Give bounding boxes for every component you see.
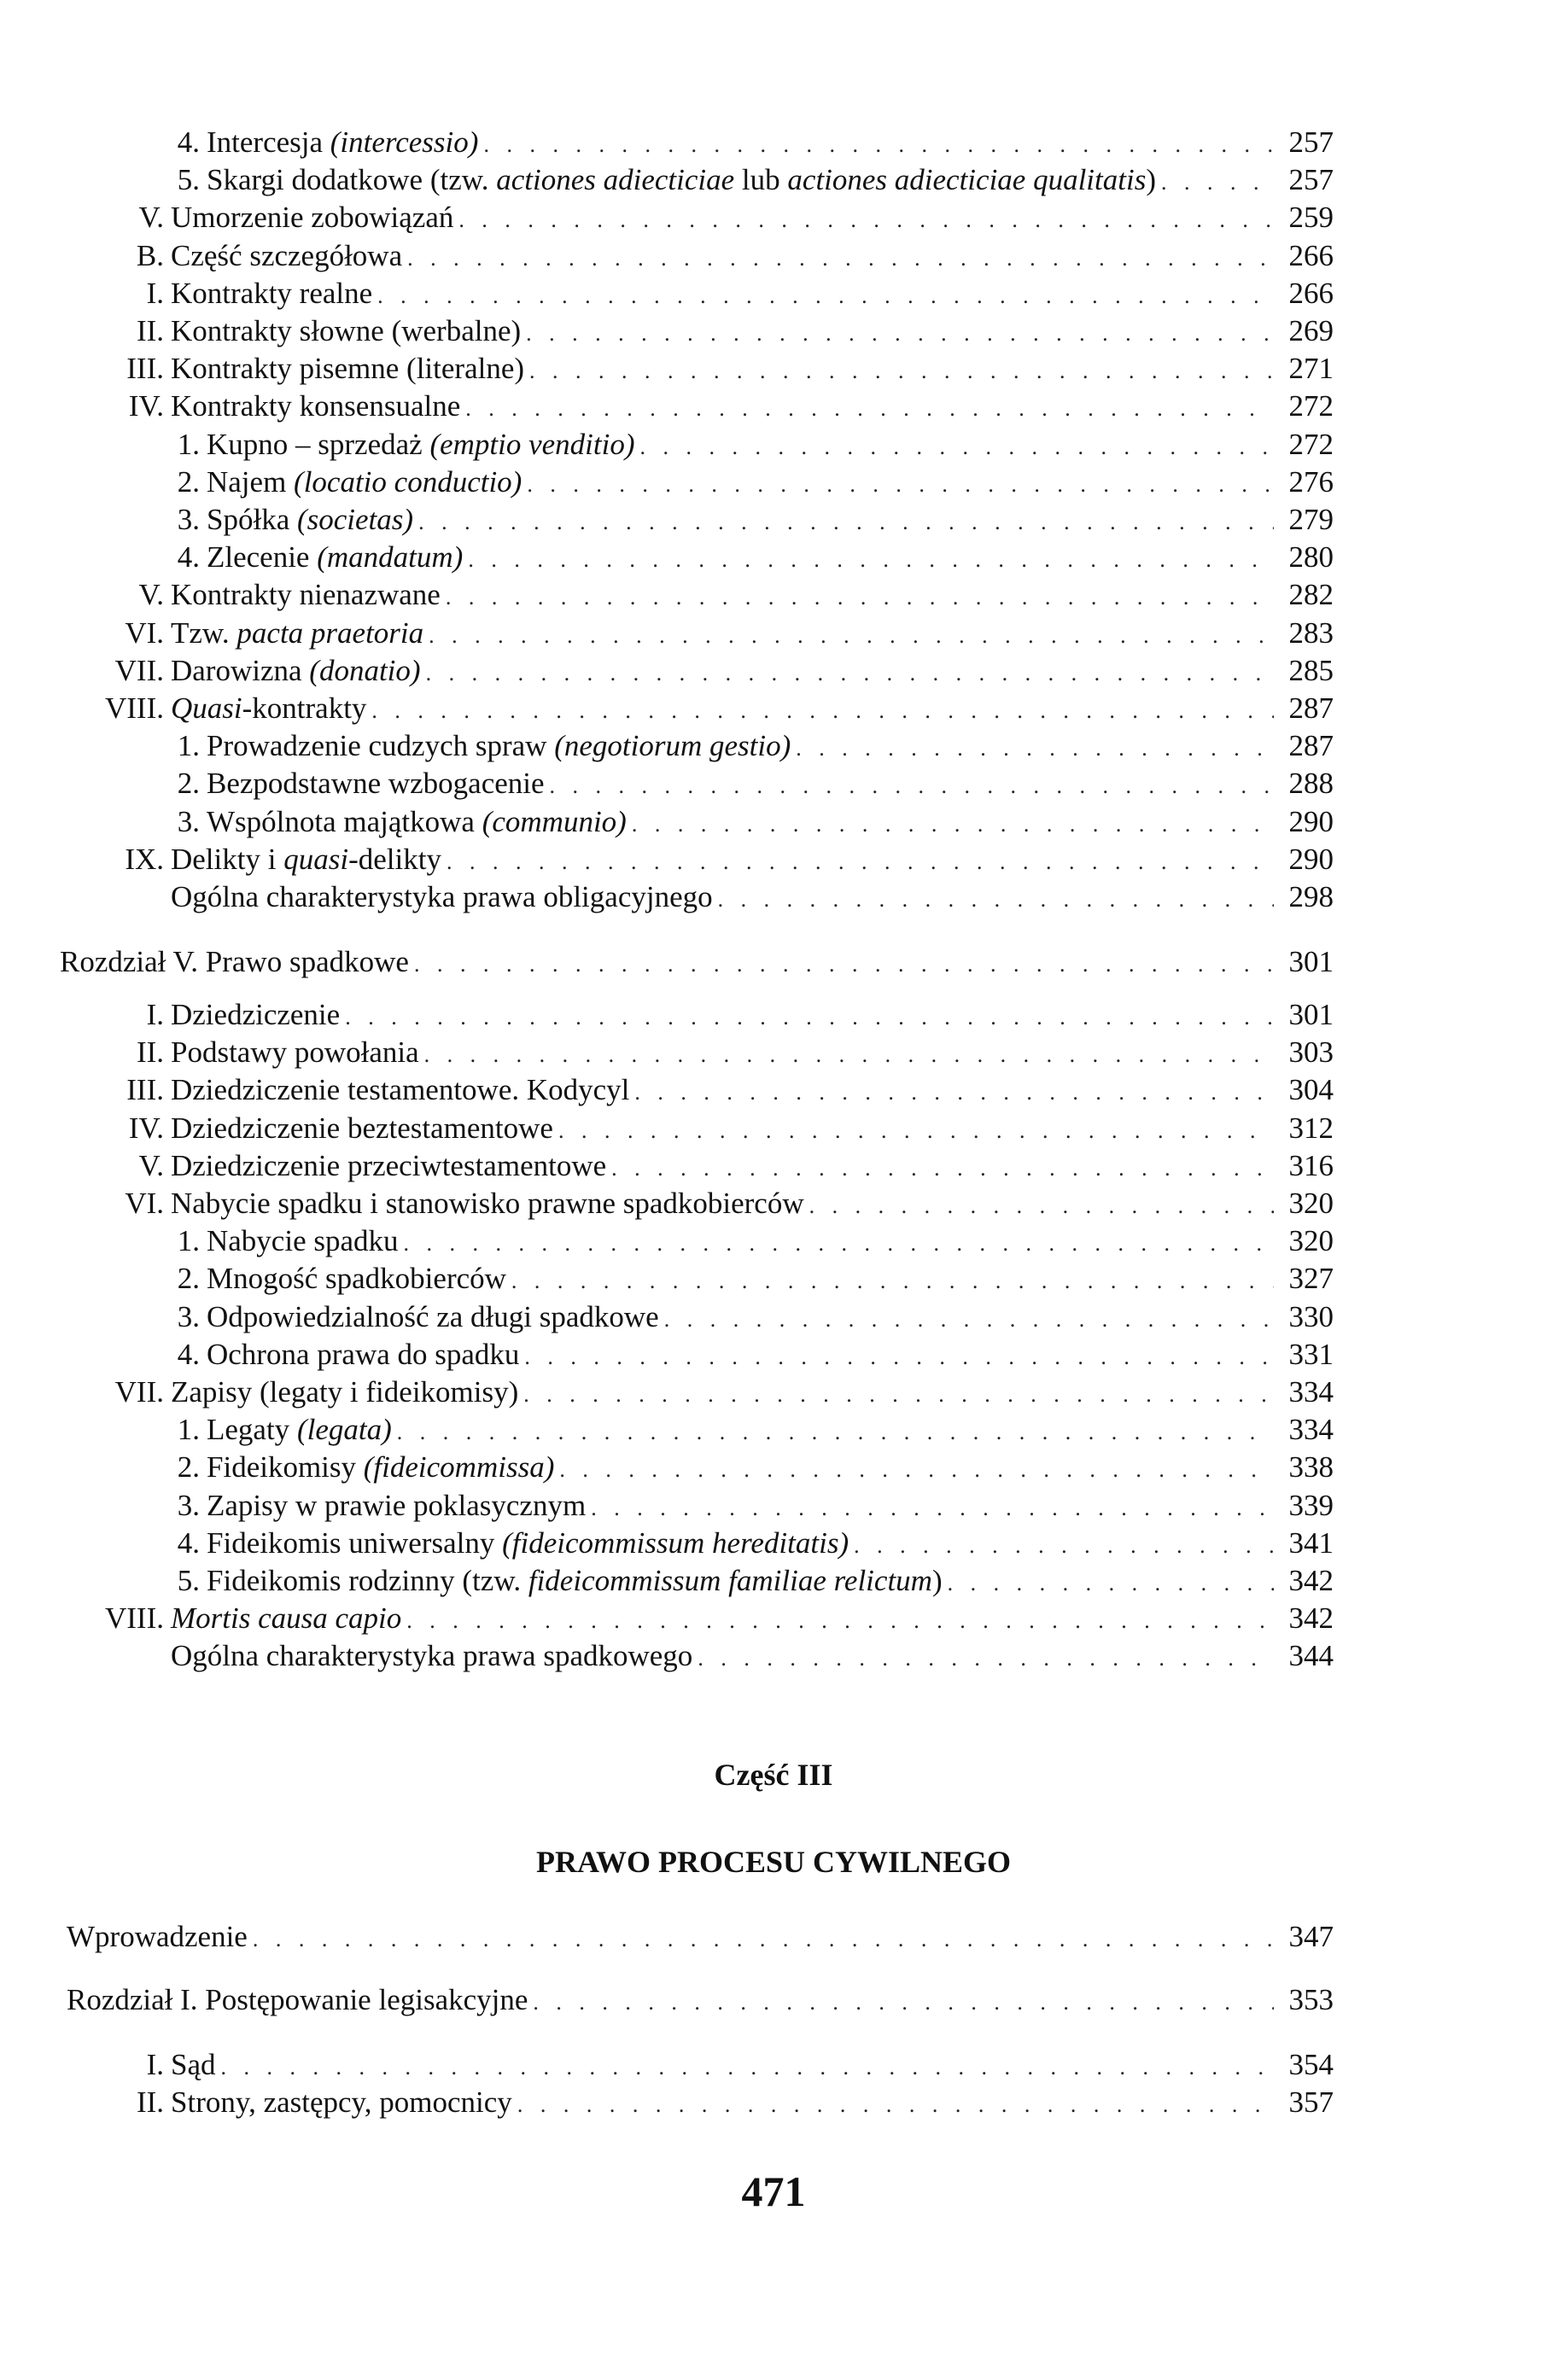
toc-entry-page: 334 — [1288, 1375, 1334, 1409]
toc-entry[interactable] — [0, 123, 1334, 162]
toc-entry-title — [171, 274, 377, 313]
toc-entry-title-part: fideicommissum familiae relictum — [528, 1564, 932, 1597]
toc-entry-title — [171, 2045, 221, 2085]
toc-entry-title — [171, 349, 529, 388]
toc-entry-page: 288 — [1288, 767, 1334, 801]
toc-entry-title-part: Nabycie spadku — [207, 1224, 399, 1258]
dot-leader — [465, 389, 1274, 429]
toc-entry-page: 341 — [1288, 1525, 1334, 1560]
toc-entry-page: 287 — [1288, 729, 1334, 763]
toc-entry-title — [171, 1373, 523, 1412]
toc-entry[interactable] — [0, 1980, 1334, 2020]
toc-entry-number: V. — [138, 1148, 164, 1182]
dot-leader — [529, 352, 1274, 391]
toc-entry[interactable] — [0, 802, 1334, 842]
toc-entry-title — [207, 764, 550, 803]
toc-entry[interactable] — [0, 198, 1334, 237]
dot-leader — [611, 1149, 1274, 1188]
dot-leader — [533, 1983, 1274, 2022]
toc-entry-title-part: -delikty — [348, 842, 441, 876]
toc-entry-page: 272 — [1288, 389, 1334, 423]
dot-leader — [526, 314, 1274, 353]
toc-entry[interactable] — [0, 1561, 1334, 1601]
toc-entry-title-part: (locatio conductio) — [294, 464, 522, 499]
toc-entry-title-part: (fideicommissa) — [363, 1450, 555, 1485]
dot-leader — [550, 767, 1274, 806]
toc-entry-number: 1. — [177, 427, 200, 461]
dot-leader — [524, 1338, 1274, 1377]
toc-entry-title-part: -kontrakty — [242, 691, 367, 725]
dot-leader — [404, 1224, 1274, 1263]
toc-entry-title-part: Dziedziczenie testamentowe. Kodycyl — [171, 1073, 630, 1107]
toc-entry-title-part: Kontrakty realne — [171, 276, 373, 310]
toc-entry[interactable] — [0, 236, 1334, 276]
toc-entry-page: 280 — [1288, 540, 1334, 575]
dot-leader — [634, 1073, 1274, 1112]
toc-entry-title — [207, 1298, 664, 1337]
toc-entry-number: B. — [136, 238, 164, 272]
toc-entry-title — [171, 689, 371, 728]
toc-entry-number: 5. — [177, 163, 200, 197]
toc-entry-number: 4. — [177, 540, 200, 575]
toc-entry[interactable] — [0, 1259, 1334, 1298]
toc-entry-page: 320 — [1288, 1224, 1334, 1258]
toc-entry-number: VII. — [114, 653, 164, 687]
toc-entry-number: 3. — [177, 503, 200, 536]
toc-entry-number: I. — [146, 998, 164, 1031]
toc-entry-title — [171, 387, 465, 426]
toc-entry-title-part: Zlecenie — [207, 540, 318, 575]
toc-entry-title-part: Intercesja — [207, 125, 330, 159]
toc-entry-title-part: Umorzenie zobowiązań — [171, 201, 454, 235]
toc-entry[interactable] — [0, 840, 1334, 879]
toc-entry-title: Rozdział V. Prawo spadkowe — [60, 942, 414, 982]
dot-leader — [948, 1564, 1274, 1603]
toc-entry-number: 2. — [177, 767, 200, 801]
toc-entry-title — [171, 995, 345, 1035]
toc-entry-title-part: Najem — [207, 464, 295, 499]
toc-entry-number: I. — [146, 276, 164, 310]
toc-entry[interactable] — [0, 575, 1334, 615]
toc-entry-title-part: Dziedziczenie beztestamentowe — [171, 1111, 553, 1145]
toc-entry[interactable] — [0, 1410, 1334, 1450]
toc-entry-title — [171, 1184, 809, 1223]
dot-leader — [371, 691, 1274, 731]
dot-leader — [527, 465, 1274, 505]
toc-entry-page: 330 — [1288, 1299, 1334, 1333]
toc-entry-title-part: Prowadzenie cudzych spraw — [207, 729, 555, 763]
toc-entry-page: 279 — [1288, 503, 1334, 536]
toc-entry-title-part: Wspólnota majątkowa — [207, 804, 482, 838]
toc-entry-page: 298 — [1288, 880, 1334, 913]
toc-entry-number: IX. — [125, 842, 164, 876]
toc-entry[interactable] — [0, 463, 1334, 502]
toc-entry[interactable] — [0, 2045, 1334, 2085]
dot-leader — [796, 729, 1274, 768]
toc-entry-title-part: (communio) — [482, 804, 627, 838]
toc-entry-title — [207, 802, 632, 842]
toc-entry-title — [207, 1561, 948, 1601]
toc-entry-title-part: Fideikomis rodzinny (tzw. — [207, 1564, 528, 1597]
toc-entry-title — [207, 160, 1161, 200]
toc-entry-title-part: Bezpodstawne wzbogacenie — [207, 767, 545, 801]
toc-entry-number: 3. — [177, 1488, 200, 1522]
dot-leader — [468, 540, 1274, 580]
toc-entry-title-part: Skargi dodatkowe (tzw. — [207, 163, 497, 197]
toc-entry-title-part: Legaty — [207, 1413, 297, 1447]
toc-entry-number: V. — [138, 201, 164, 235]
toc-entry[interactable] — [0, 160, 1334, 200]
toc-entry-title — [207, 1486, 591, 1525]
toc-entry-title-part: pacta praetoria — [236, 615, 424, 650]
toc-entry-page: 312 — [1288, 1111, 1334, 1145]
toc-entry-number: V. — [138, 578, 164, 612]
toc-entry-title-part: Darowizna — [171, 653, 310, 687]
toc-entry-page: 257 — [1288, 163, 1334, 197]
dot-leader — [397, 1413, 1274, 1452]
toc-entry-title-part: (emptio venditio) — [429, 427, 635, 461]
toc-entry[interactable] — [0, 1335, 1334, 1374]
part-title: PRAWO PROCESU CYWILNEGO — [535, 1845, 1012, 1879]
toc-entry-title-part: Zapisy (legaty i fideikomisy) — [171, 1375, 519, 1409]
toc-entry-number: 1. — [177, 729, 200, 763]
toc-entry-number: I. — [146, 2048, 164, 2081]
toc-entry-title-part: lub — [734, 163, 788, 197]
toc-entry-page: 266 — [1288, 276, 1334, 310]
toc-entry-number: II. — [136, 1035, 164, 1070]
toc-entry-title-part: Quasi — [171, 691, 242, 725]
toc-entry-title-part: ) — [931, 1564, 943, 1597]
toc-entry-page: 342 — [1288, 1601, 1334, 1636]
toc-entry-page: 301 — [1288, 998, 1334, 1031]
toc-entry-title-part: Mnogość spadkobierców — [207, 1262, 506, 1296]
toc-entry[interactable] — [0, 1636, 1334, 1676]
dot-leader — [523, 1375, 1274, 1415]
dot-leader — [718, 880, 1274, 919]
toc-entry-title — [171, 575, 446, 615]
toc-entry-title — [207, 538, 468, 577]
toc-entry[interactable] — [0, 878, 1334, 917]
toc-entry[interactable] — [0, 1033, 1334, 1072]
toc-entry-page: 259 — [1288, 201, 1334, 235]
toc-entry-page: 272 — [1288, 427, 1334, 461]
toc-entry-page: 266 — [1288, 238, 1334, 272]
toc-entry-title — [207, 726, 796, 766]
toc-entry[interactable] — [0, 1298, 1334, 1337]
toc-entry-page: 290 — [1288, 842, 1334, 876]
toc-entry-title — [171, 840, 447, 879]
toc-entry[interactable] — [0, 614, 1334, 653]
toc-entry-title — [171, 1636, 698, 1676]
toc-entry-number: IV. — [128, 1111, 164, 1145]
toc-entry[interactable] — [0, 500, 1334, 540]
toc-entry-title-part: (fideicommissum hereditatis) — [502, 1525, 849, 1560]
toc-entry-title — [207, 1448, 559, 1487]
toc-entry-title-part: (intercessio) — [330, 125, 479, 159]
toc-entry-number: 4. — [177, 1337, 200, 1371]
toc-entry-number: III. — [126, 352, 164, 386]
toc-entry-title-part: Delikty i — [171, 842, 284, 876]
dot-leader — [406, 1601, 1274, 1641]
toc-entry-page: 334 — [1288, 1413, 1334, 1447]
toc-entry-number: 3. — [177, 1299, 200, 1333]
dot-leader — [424, 1035, 1274, 1075]
toc-entry-number: 5. — [177, 1564, 200, 1597]
toc-entry-title-part: Spółka — [207, 503, 297, 536]
toc-entry-title-part: Kupno – sprzedaż — [207, 427, 430, 461]
toc-entry-page: 357 — [1288, 2085, 1334, 2120]
dot-leader — [511, 1262, 1274, 1301]
toc-entry-title — [171, 198, 458, 237]
toc-entry-number: 3. — [177, 804, 200, 838]
dot-leader — [591, 1489, 1274, 1528]
dot-leader — [418, 503, 1274, 542]
toc-entry[interactable] — [0, 538, 1334, 577]
dot-leader — [632, 805, 1274, 844]
toc-entry-title-part: Odpowiedzialność za długi spadkowe — [207, 1299, 659, 1333]
toc-entry-number: 2. — [177, 1262, 200, 1296]
toc-entry-title-part: Podstawy powołania — [171, 1035, 419, 1070]
toc-entry-page: 276 — [1288, 464, 1334, 499]
toc-entry[interactable] — [0, 312, 1334, 351]
toc-entry-page: 290 — [1288, 804, 1334, 838]
toc-entry-title — [207, 1410, 397, 1450]
dot-leader — [458, 201, 1274, 240]
toc-entry[interactable] — [0, 1109, 1334, 1148]
toc-entry-page: 339 — [1288, 1488, 1334, 1522]
toc-entry[interactable] — [0, 764, 1334, 803]
toc-entry[interactable] — [0, 1184, 1334, 1223]
toc-entry-page: 353 — [1288, 1983, 1334, 2016]
toc-entry-title — [207, 1259, 511, 1298]
dot-leader — [558, 1111, 1274, 1151]
toc-entry-title — [171, 614, 429, 653]
toc-entry-title-part: Kontrakty nienazwane — [171, 578, 441, 612]
dot-leader — [664, 1300, 1274, 1339]
toc-entry-title — [171, 236, 407, 276]
toc-entry-number: 2. — [177, 464, 200, 499]
toc-entry-title-part: actiones adiecticiae — [496, 163, 735, 197]
toc-entry-page: 287 — [1288, 691, 1334, 725]
toc-entry-title-part: Sąd — [171, 2048, 216, 2081]
toc-entry[interactable] — [0, 1524, 1334, 1563]
toc-entry-title-part: ) — [1146, 163, 1156, 197]
dot-leader — [698, 1639, 1274, 1678]
toc-entry-title — [207, 500, 418, 540]
toc-entry-title — [171, 878, 718, 917]
dot-leader — [345, 998, 1274, 1037]
toc-entry-title — [207, 1335, 524, 1374]
toc-entry-title — [207, 463, 527, 502]
toc-entry-title-part: (negotiorum gestio) — [554, 729, 791, 763]
toc-entry-page: 342 — [1288, 1564, 1334, 1597]
dot-leader — [414, 945, 1274, 984]
toc-entry-title-part: quasi — [283, 842, 349, 876]
toc-entry-title-part: Dziedziczenie — [171, 998, 341, 1031]
toc-entry-page: 347 — [1288, 1920, 1334, 1953]
toc-entry-page: 316 — [1288, 1148, 1334, 1182]
dot-leader — [1161, 163, 1274, 202]
dot-leader — [446, 578, 1274, 617]
toc-entry-title — [171, 312, 526, 351]
toc-entry-number: 2. — [177, 1450, 200, 1485]
toc-entry-number: IV. — [128, 389, 164, 423]
toc-entry-title-part: Kontrakty konsensualne — [171, 389, 461, 423]
toc-entry-title-part: Ochrona prawa do spadku — [207, 1337, 520, 1371]
toc-entry-title-part: Strony, zastępcy, pomocnicy — [171, 2085, 512, 2120]
dot-leader — [517, 2085, 1274, 2125]
toc-entry[interactable] — [0, 1070, 1334, 1110]
toc-entry-title-part: (donatio) — [309, 653, 421, 687]
toc-entry-number: 1. — [177, 1413, 200, 1447]
toc-entry-number: II. — [136, 2085, 164, 2120]
toc-entry-title-part: Tzw. — [171, 615, 237, 650]
toc-entry-number: 4. — [177, 1525, 200, 1560]
toc-entry[interactable] — [0, 726, 1334, 766]
toc-entry-page: 354 — [1288, 2048, 1334, 2081]
toc-entry[interactable] — [0, 274, 1334, 313]
toc-entry-title-part: Kontrakty słowne (werbalne) — [171, 314, 522, 347]
toc-entry-number: II. — [136, 314, 164, 347]
toc-entry[interactable] — [0, 995, 1334, 1035]
toc-entry-title-part: Nabycie spadku i stanowisko prawne spadkobierców — [171, 1187, 804, 1220]
toc-entry[interactable] — [0, 1448, 1334, 1487]
toc-entry-page: 269 — [1288, 314, 1334, 347]
toc-entry-number: VI. — [125, 1187, 164, 1220]
toc-entry-page: 282 — [1288, 578, 1334, 612]
toc-entry-page: 283 — [1288, 615, 1334, 650]
toc-entry-title-part: Fideikomisy — [207, 1450, 364, 1485]
toc-entry-title — [207, 123, 483, 162]
toc-entry-title — [207, 425, 640, 464]
toc-entry-number: 1. — [177, 1224, 200, 1258]
dot-leader — [221, 2048, 1275, 2087]
part-label: Część III — [714, 1758, 833, 1792]
toc-entry-title — [207, 1524, 854, 1563]
toc-entry-page: 320 — [1288, 1187, 1334, 1220]
dot-leader — [426, 654, 1274, 693]
dot-leader — [447, 843, 1274, 882]
toc-entry[interactable] — [0, 689, 1334, 728]
dot-leader — [429, 616, 1274, 656]
toc-entry-title — [171, 651, 426, 691]
dot-leader — [809, 1187, 1274, 1226]
toc-entry[interactable] — [0, 1222, 1334, 1261]
dot-leader — [407, 239, 1274, 278]
toc-entry[interactable] — [0, 425, 1334, 464]
toc-entry-title-part: Ogólna charakterystyka prawa spadkowego — [171, 1639, 693, 1673]
toc-entry-number: 4. — [177, 125, 200, 159]
toc-entry-title: Wprowadzenie — [67, 1917, 253, 1957]
toc-entry-title-part: (legata) — [296, 1413, 392, 1447]
toc-entry-page: 303 — [1288, 1035, 1334, 1070]
toc-entry-title-part: Mortis causa capio — [171, 1601, 402, 1636]
dot-leader — [253, 1920, 1274, 1959]
toc-entry[interactable] — [0, 1917, 1334, 1957]
toc-entry-title — [171, 1070, 634, 1110]
toc-entry-title-part: Kontrakty pisemne (literalne) — [171, 352, 525, 386]
toc-entry-number: VIII. — [105, 1601, 164, 1636]
toc-entry[interactable] — [0, 349, 1334, 388]
toc-entry[interactable] — [0, 1599, 1334, 1638]
toc-entry[interactable] — [0, 387, 1334, 426]
toc-entry-page: 338 — [1288, 1450, 1334, 1485]
dot-leader — [854, 1526, 1274, 1566]
toc-entry[interactable] — [0, 2083, 1334, 2122]
toc-entry-title — [171, 2083, 517, 2122]
toc-entry-title-part: Ogólna charakterystyka prawa obligacyjnego — [171, 880, 713, 913]
toc-entry[interactable] — [0, 942, 1334, 982]
toc-entry[interactable] — [0, 651, 1334, 691]
toc-entry-page: 271 — [1288, 352, 1334, 386]
dot-leader — [483, 125, 1274, 165]
dot-leader — [377, 277, 1274, 316]
toc-entry-title-part: Zapisy w prawie poklasycznym — [207, 1488, 587, 1522]
toc-entry-number: VII. — [114, 1375, 164, 1409]
dot-leader — [640, 428, 1274, 467]
toc-entry-page: 344 — [1288, 1639, 1334, 1673]
toc-entry-number: VIII. — [105, 691, 164, 725]
toc-entry-title-part: (societas) — [296, 503, 414, 536]
toc-entry-page: 301 — [1288, 945, 1334, 978]
toc-entry-title — [171, 1599, 406, 1638]
toc-entry-page: 327 — [1288, 1262, 1334, 1296]
toc-entry[interactable] — [0, 1146, 1334, 1186]
toc-entry-page: 257 — [1288, 125, 1334, 159]
toc-entry-title-part: (mandatum) — [317, 540, 464, 575]
toc-entry[interactable] — [0, 1486, 1334, 1525]
toc-entry-number: VI. — [125, 615, 164, 650]
page-number: 471 — [741, 2167, 806, 2215]
toc-entry-number: III. — [126, 1073, 164, 1107]
toc-entry-title-part: Część szczegółowa — [171, 238, 403, 272]
toc-entry[interactable] — [0, 1373, 1334, 1412]
toc-entry-title: Rozdział I. Postępowanie legisakcyjne — [67, 1980, 533, 2020]
toc-entry-title — [171, 1033, 424, 1072]
toc-entry-title-part: Fideikomis uniwersalny — [207, 1525, 503, 1560]
toc-entry-title — [171, 1146, 611, 1186]
toc-entry-page: 285 — [1288, 653, 1334, 687]
toc-entry-page: 331 — [1288, 1337, 1334, 1371]
toc-entry-title-part: actiones adiecticiae qualitatis — [787, 163, 1147, 197]
toc-entry-title-part: Dziedziczenie przeciwtestamentowe — [171, 1148, 607, 1182]
toc-entry-title — [207, 1222, 404, 1261]
toc-entry-title — [171, 1109, 558, 1148]
toc-entry-page: 304 — [1288, 1073, 1334, 1107]
dot-leader — [559, 1450, 1274, 1490]
